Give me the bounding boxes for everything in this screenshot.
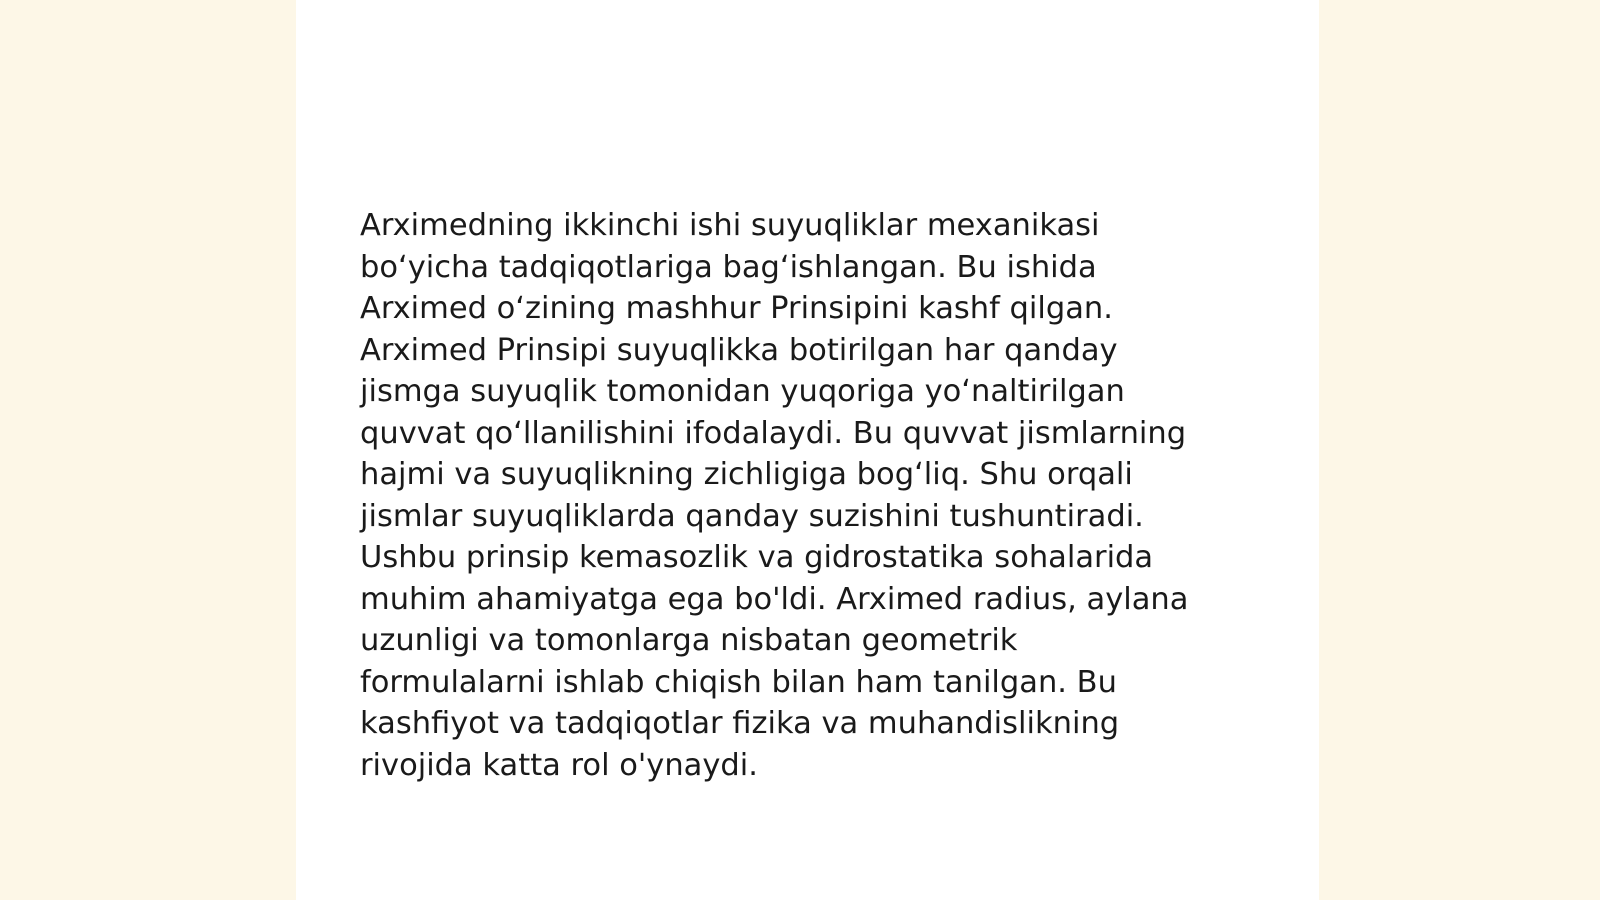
body-paragraph: Arximedning ikkinchi ishi suyuqliklar mexanikasi bo‘yicha tadqiqotlariga bag‘ishlangan. Bu ishida Arximed o‘zining mashhur Prinsipini kashf qilgan. Arximed Prinsipi suyuqlikka botirilgan har qanday jismga suyuqlik tomonidan yuqoriga yo‘naltirilgan quvvat qo‘llanilishini ifodalaydi. Bu quvvat jismlarning hajmi va suyuqlikning zichligiga bog‘liq. Shu orqali jismlar suyuqliklarda qanday suzishini tushuntiradi. Ushbu prinsip kemasozlik va gidrostatika sohalarida muhim ahamiyatga ega bo'ldi. Arximed radius, aylana uzunligi va tomonlarga nisbatan geometrik formulalarni ishlab chiqish bilan ham tanilgan. Bu kashfiyot va tadqiqotlar fizika va muhandislikning rivojida katta rol o'ynaydi. bbox=[360, 208, 1189, 783]
document-page bbox=[296, 0, 1319, 900]
